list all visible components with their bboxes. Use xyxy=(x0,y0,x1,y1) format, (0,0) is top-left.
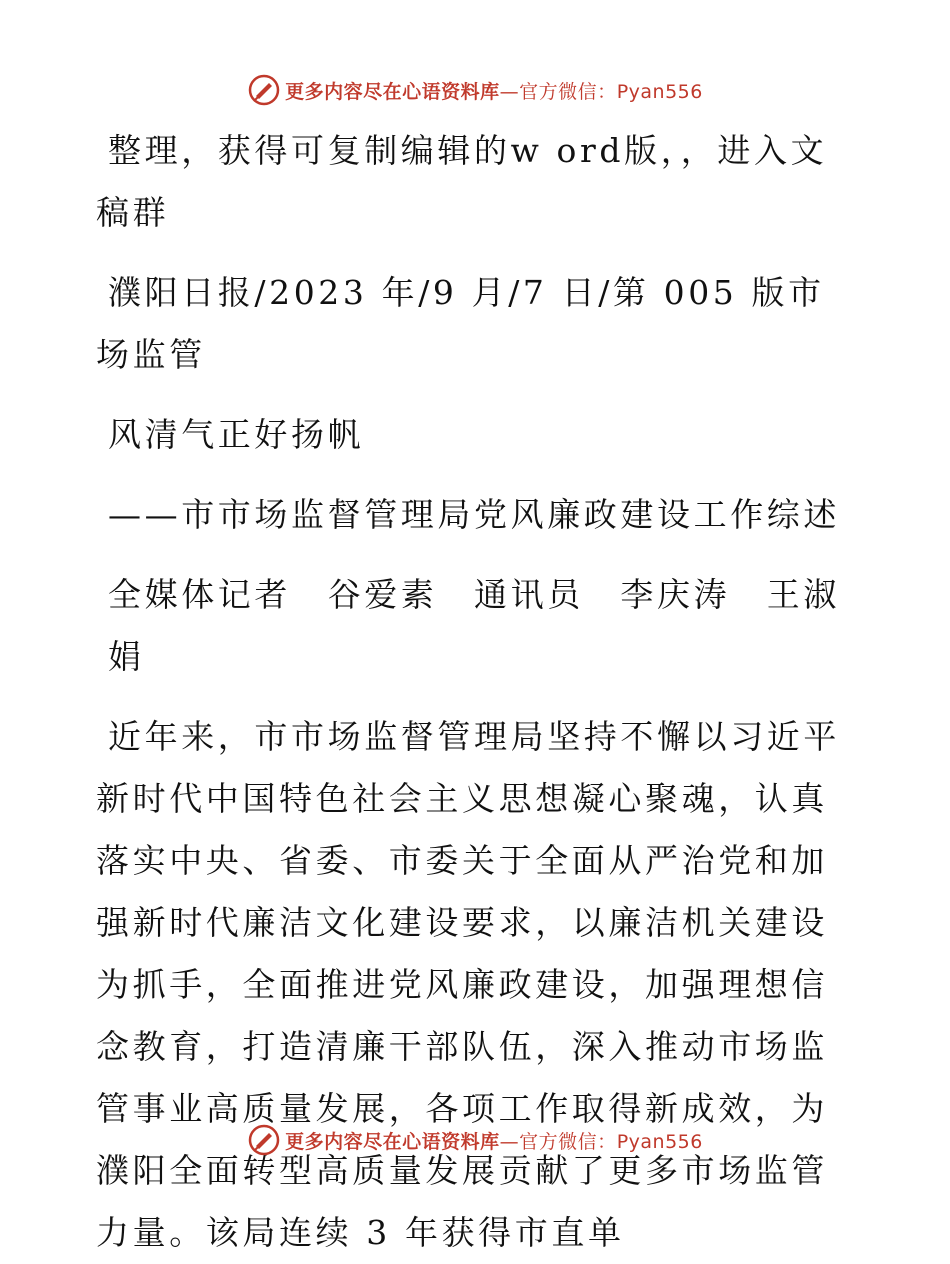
article-byline: 全媒体记者 谷爱素 通讯员 李庆涛 王淑娟 xyxy=(108,575,840,676)
article-title: 风清气正好扬帆 xyxy=(108,415,365,454)
doc-source-line: 濮阳日报/2023 年/9 月/7 日/第 005 版市场监管 xyxy=(96,273,825,374)
article-paragraph: 近年来，市市场监督管理局坚持不懈以习近平新时代中国特色社会主义思想凝心聚魂，认真落实中央、省委、市委关于全面从严治党和加强新时代廉洁文化建设要求，以廉洁机关建设为抓手，全面推进党风廉政建设，加强理想信念教育，打造清廉干部队伍，深入推动市场监管事业高质量发展，各项工作取得新成效，为濮阳全面转型高质量发展贡献了更多市场监管力量。该局连续 3 年获得市直单 xyxy=(96,717,840,1252)
watermark-logo-icon xyxy=(247,73,281,107)
watermark-text: 更多内容尽在心语资料库—官方微信：Pyan556 xyxy=(285,80,703,103)
document-body xyxy=(96,120,856,1264)
header-watermark xyxy=(0,70,950,110)
watermark-logo-icon xyxy=(247,1123,281,1157)
footer-watermark xyxy=(0,1120,950,1160)
doc-note-line: 整理，获得可复制编辑的w ord版，，进入文稿群 xyxy=(96,131,828,232)
article-subtitle: ——市市场监督管理局党风廉政建设工作综述 xyxy=(108,495,840,534)
watermark-text: 更多内容尽在心语资料库—官方微信：Pyan556 xyxy=(285,1130,703,1153)
